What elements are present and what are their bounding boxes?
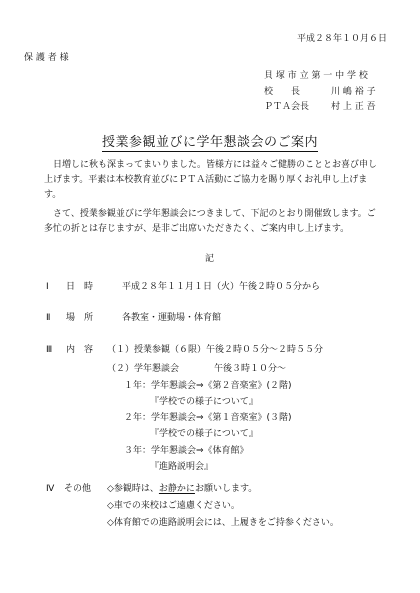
pta-name: 村 上 正 吾 xyxy=(331,102,376,112)
grade-1-topic: 『学校での様子について』 xyxy=(150,397,258,407)
pta-title: ＰＴＡ会長 xyxy=(264,102,310,112)
school-name: 貝 塚 市 立 第 一 中 学 校 xyxy=(264,71,368,81)
item-1-label: 日 時 xyxy=(66,282,94,292)
grade-2-topic: 『学校での様子について』 xyxy=(150,429,258,439)
ki-marker: 記 xyxy=(205,254,215,264)
note-2: ◇車での来校はご遠慮ください。 xyxy=(107,501,240,511)
item-4-number: Ⅳ xyxy=(46,484,55,494)
grade-2-meeting: ２年：学年懇談会⇒《第１音楽室》(３階) xyxy=(124,413,292,423)
grade-3-meeting: ３年：学年懇談会⇒《体育館》 xyxy=(124,446,249,456)
item-3-line1: （１）授業参観（６限）午後２時０５分～２時５５分 xyxy=(107,345,324,355)
greeting-paragraph: 日増しに秋も深まってまいりました。皆様方には益々ご健勝のこととお喜び申し上げます。平素は本校教育並びにＰＴＡ活動にご協力を賜り厚くお礼申し上げます。 xyxy=(44,160,378,200)
document-title-wrap xyxy=(0,131,420,151)
invitation-paragraph: さて、授業参観並びに学年懇談会につきまして、下記のとおり開催致します。ご多忙の折とは存じますが、是非ご出席いただきたく、ご案内申し上げます。 xyxy=(44,209,376,234)
note-1-a: ◇参観時は、 xyxy=(107,484,159,494)
item-2-number: Ⅱ xyxy=(46,313,51,323)
document-title: 授業参観並びに学年懇談会のご案内 xyxy=(101,135,318,150)
item-3-line2-time: 午後３時１０分～ xyxy=(214,364,287,374)
note-1-emphasis: お静かに xyxy=(158,484,195,494)
item-1-number: Ⅰ xyxy=(46,282,49,292)
item-2-value: 各教室・運動場・体育館 xyxy=(122,313,222,323)
grade-3-topic: 『進路説明会』 xyxy=(150,462,214,472)
item-2-label: 場 所 xyxy=(66,313,94,323)
note-1-c: お願いします。 xyxy=(194,484,258,494)
item-1-value: 平成２８年１１月１日（火）午後２時０５分から xyxy=(122,282,321,292)
grade-1-meeting: １年：学年懇談会⇒《第２音楽室》(２階) xyxy=(124,381,292,391)
item-3-line2-label: （２）学年懇談会 xyxy=(107,364,180,374)
issue-date: 平成２８年１０月６日 xyxy=(297,34,388,44)
item-3-label: 内 容 xyxy=(66,345,94,355)
item-3-number: Ⅲ xyxy=(46,345,53,355)
note-3: ◇体育館での進路説明会には、上履きをご持参ください。 xyxy=(107,518,339,528)
principal-title: 校 長 xyxy=(264,87,301,97)
recipient: 保 護 者 様 xyxy=(24,53,69,63)
note-1 xyxy=(107,483,257,495)
principal-name: 川 嶋 裕 子 xyxy=(331,87,376,97)
item-4-label: その他 xyxy=(64,484,92,494)
